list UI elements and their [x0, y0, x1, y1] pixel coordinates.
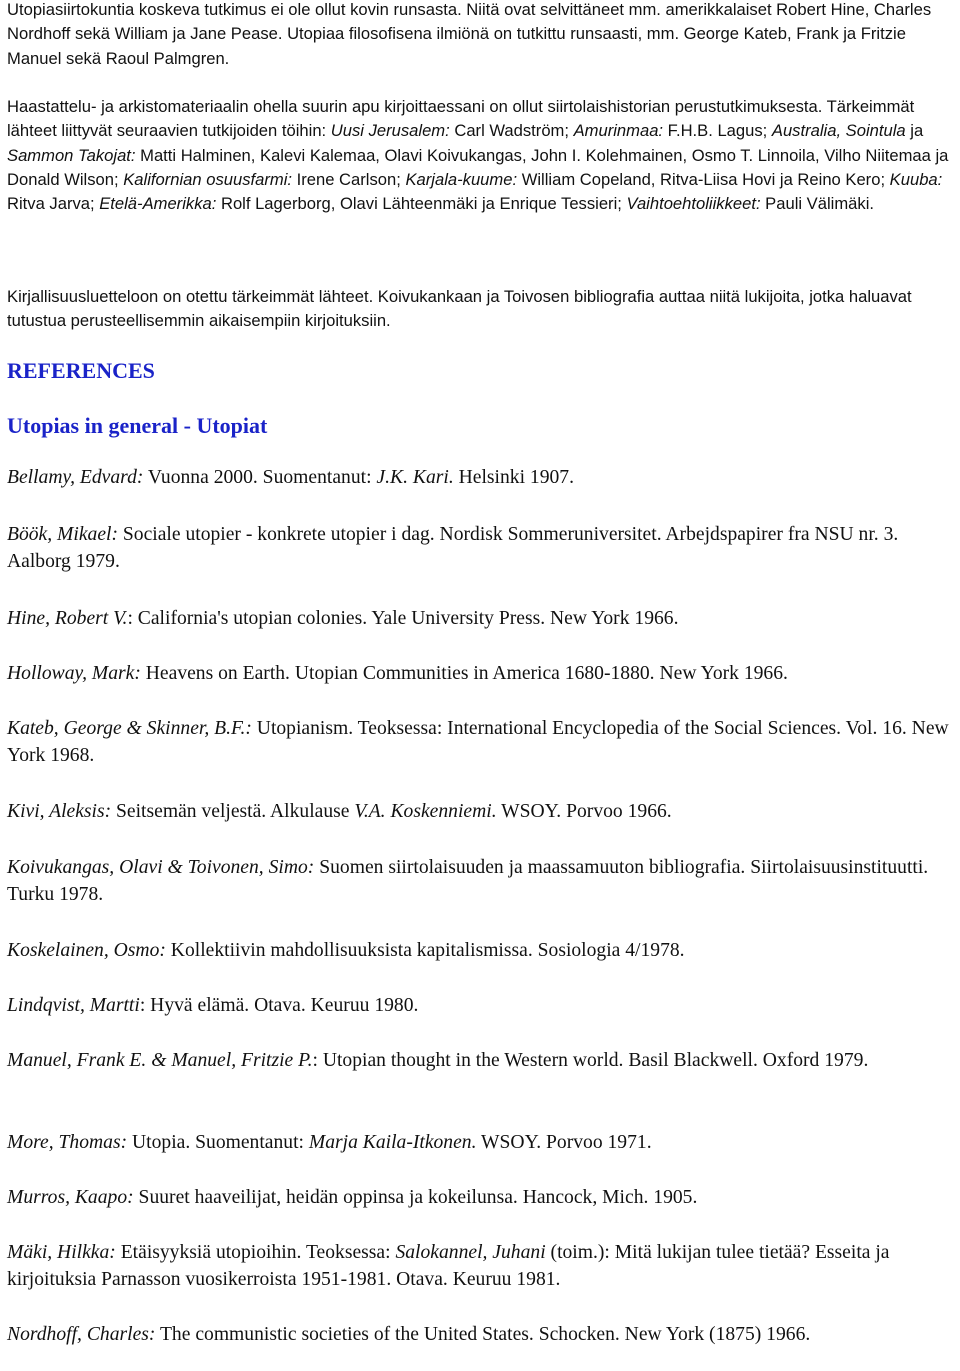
text-segment: ja: [905, 121, 924, 141]
reference-entry: [7, 1239, 959, 1293]
text-segment: Vuonna 2000. Suomentanut:: [143, 467, 377, 488]
italic-segment: Karjala-kuume:: [405, 169, 518, 189]
text-segment: : California's utopian colonies. Yale University Press. New York 1966.: [127, 608, 679, 629]
reference-entry: [7, 605, 959, 632]
references-heading: REFERENCES: [7, 358, 155, 383]
italic-segment: J.K. Kari.: [376, 467, 454, 488]
text-segment: : Utopian thought in the Western world. Basil Blackwell. Oxford 1979.: [312, 1050, 869, 1071]
reference-entry: [7, 798, 959, 825]
italic-segment: More, Thomas:: [7, 1132, 128, 1153]
text-segment: William Copeland, Ritva-Liisa Hovi ja Reino Kero;: [517, 169, 890, 189]
text-segment: Helsinki 1907.: [453, 467, 574, 488]
utopias-heading: Utopias in general - Utopiat: [7, 413, 268, 438]
text-segment: Seitsemän veljestä. Alkulause: [111, 801, 355, 822]
text-segment: F.H.B. Lagus;: [663, 121, 772, 141]
italic-segment: Kuuba:: [889, 169, 943, 189]
italic-segment: Böök, Mikael:: [7, 524, 118, 545]
intro-paragraph-2: [7, 95, 955, 216]
text-segment: WSOY. Porvoo 1971.: [476, 1132, 652, 1153]
reference-entry: [7, 1321, 959, 1348]
text-segment: Suuret haaveilijat, heidän oppinsa ja kokeilunsa. Hancock, Mich. 1905.: [133, 1187, 698, 1208]
italic-segment: Manuel, Frank E. & Manuel, Fritzie P.: [7, 1050, 313, 1071]
text-segment: (toim.): Mitä lukijan tulee tietää? Esseita ja kirjoituksia Parnasson vuosikerroista 1951-1981. Otava. Keuruu 1981.: [7, 1242, 890, 1290]
reference-entry: [7, 660, 959, 687]
italic-segment: V.A. Koskenniemi.: [354, 801, 497, 822]
italic-segment: Lindqvist, Martti: [7, 995, 140, 1016]
italic-segment: Holloway, Mark:: [7, 663, 141, 684]
italic-segment: Murros, Kaapo:: [7, 1187, 134, 1208]
italic-segment: Sammon Takojat:: [7, 145, 136, 165]
italic-segment: Bellamy, Edvard:: [7, 467, 144, 488]
reference-entry: [7, 464, 959, 491]
italic-segment: Uusi Jerusalem:: [330, 121, 450, 141]
text-segment: Ritva Jarva;: [7, 194, 100, 214]
text-segment: Irene Carlson;: [292, 169, 406, 189]
text-segment: Matti Halminen, Kalevi Kalemaa, Olavi Koivukangas, John I. Kolehmainen, Osmo T. Linnoila, Vilho Niitemaa ja Donald Wilson;: [7, 145, 949, 189]
reference-entry: [7, 854, 959, 908]
text-segment: Carl Wadström;: [449, 121, 574, 141]
text-segment: Etäisyyksiä utopioihin. Teoksessa:: [115, 1242, 396, 1263]
italic-segment: Kateb, George & Skinner, B.F.:: [7, 718, 252, 739]
italic-segment: Salokannel, Juhani: [395, 1242, 546, 1263]
intro-paragraph-1: Utopiasiirtokuntia koskeva tutkimus ei ole ollut kovin runsasta. Niitä ovat selvittäneet mm. amerikkalaiset Robert Hine, Charles Nordhoff sekä William ja Jane Pease. Utopiaa filosofisena ilmiönä on tutkittu runsaasti, mm. George Kateb, Frank ja Fritzie Manuel sekä Raoul Palmgren.: [7, 0, 932, 68]
italic-segment: Mäki, Hilkka:: [7, 1242, 116, 1263]
text-segment: Heavens on Earth. Utopian Communities in America 1680-1880. New York 1966.: [140, 663, 788, 684]
reference-entry: [7, 992, 959, 1019]
italic-segment: Koivukangas, Olavi & Toivonen, Simo:: [7, 857, 315, 878]
italic-segment: Hine, Robert V.: [7, 608, 128, 629]
intro-paragraph-3: Kirjallisuusluetteloon on otettu tärkeimmät lähteet. Koivukankaan ja Toivosen bibliografia auttaa niitä lukijoita, jotka haluavat tutustua perusteellisemmin aikaisempiin kirjoituksiin.: [7, 287, 912, 331]
italic-segment: Nordhoff, Charles:: [7, 1324, 156, 1345]
text-segment: Rolf Lagerborg, Olavi Lähteenmäki ja Enrique Tessieri;: [216, 194, 627, 214]
reference-entry: [7, 1129, 959, 1156]
text-segment: Utopia. Suomentanut:: [127, 1132, 309, 1153]
text-segment: Suomen siirtolaisuuden ja maassamuuton bibliografia. Siirtolaisuusinstituutti. Turku 1978.: [7, 857, 929, 905]
reference-entry: [7, 521, 959, 575]
text-segment: Kollektiivin mahdollisuuksista kapitalismissa. Sosiologia 4/1978.: [165, 940, 685, 961]
italic-segment: Amurinmaa:: [573, 121, 664, 141]
italic-segment: Kivi, Aleksis:: [7, 801, 112, 822]
reference-entry: [7, 1184, 959, 1211]
reference-entry: [7, 715, 959, 769]
text-segment: The communistic societies of the United States. Schocken. New York (1875) 1966.: [155, 1324, 811, 1345]
italic-segment: Australia, Sointula: [771, 121, 906, 141]
text-segment: Haastattelu- ja arkistomateriaalin ohella suurin apu kirjoittaessani on ollut siirtolaishistorian perustutkimuksesta. Tärkeimmät lähteet liittyvät seuraavien tutkijoiden töihin:: [7, 97, 915, 141]
reference-entry: [7, 1047, 959, 1074]
reference-entry: [7, 937, 959, 964]
italic-segment: Etelä-Amerikka:: [99, 194, 217, 214]
text-segment: : Hyvä elämä. Otava. Keuruu 1980.: [139, 995, 419, 1016]
text-segment: Sociale utopier - konkrete utopier i dag. Nordisk Sommeruniversitet. Arbejdspapirer fra NSU nr. 3. Aalborg 1979.: [7, 524, 899, 572]
text-segment: Utopianism. Teoksessa: International Encyclopedia of the Social Sciences. Vol. 16. New York 1968.: [7, 718, 949, 766]
italic-segment: Vaihtoehtoliikkeet:: [626, 194, 761, 214]
italic-segment: Kalifornian osuusfarmi:: [123, 169, 293, 189]
italic-segment: Marja Kaila-Itkonen.: [308, 1132, 477, 1153]
text-segment: WSOY. Porvoo 1966.: [496, 801, 672, 822]
text-segment: Pauli Välimäki.: [760, 194, 874, 214]
italic-segment: Koskelainen, Osmo:: [7, 940, 166, 961]
